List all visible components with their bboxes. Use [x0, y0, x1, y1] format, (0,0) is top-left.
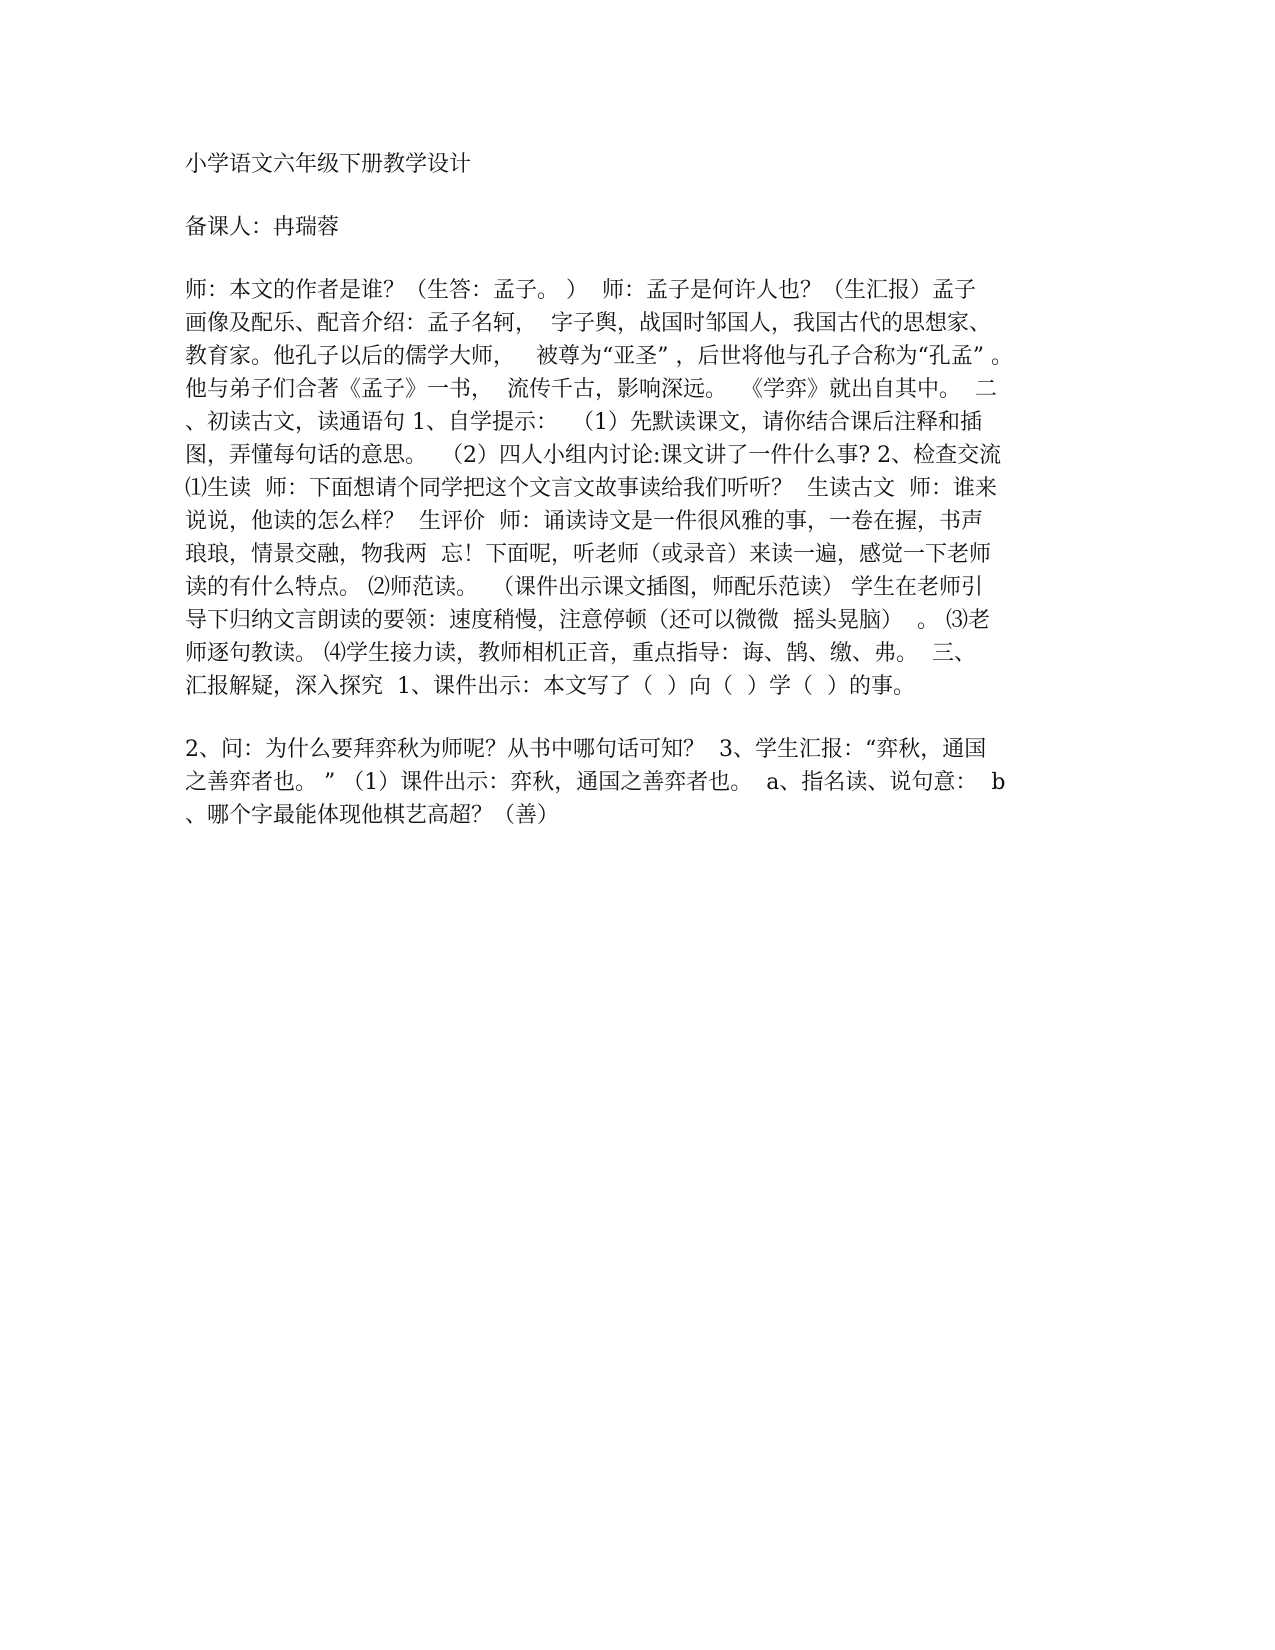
author-line: 备课人：冉瑞蓉: [185, 215, 340, 240]
text-line: 、初读古文，读通语句 1、自学提示： （1）先默读课文，请你结合课后注释和插: [185, 410, 982, 435]
text-line: 读的有什么特点。 ⑵师范读。 （课件出示课文插图，师配乐范读） 学生在老师引: [185, 575, 983, 600]
text-line: 图，弄懂每句话的意思。 （2）四人小组内讨论:课文讲了一件什么事? 2、检查交流: [185, 443, 1002, 468]
text-line: 他与弟子们合著《孟子》一书， 流传千古，影响深远。 《学弈》就出自其中。 二: [185, 377, 997, 402]
text-line: 画像及配乐、配音介绍：孟子名轲， 字子舆，战国时邹国人，我国古代的思想家、: [185, 311, 991, 336]
text-line: 师逐句教读。 ⑷学生接力读，教师相机正音，重点指导：诲、鹄、缴、弗。 三、: [185, 641, 976, 666]
paragraph-1: [185, 274, 1085, 703]
text-line: 汇报解疑，深入探究 1、课件出示：本文写了（ ）向（ ）学（ ）的事。: [185, 674, 915, 699]
text-line: 师：本文的作者是谁？（生答：孟子。 ） 师：孟子是何许人也？（生汇报）孟子: [185, 278, 976, 303]
document-body: [185, 148, 1085, 832]
text-line: 导下归纳文言朗读的要领：速度稍慢，注意停顿（还可以微微 摇头晃脑） 。 ⑶老: [185, 608, 990, 633]
document-title: 小学语文六年级下册教学设计: [185, 152, 472, 177]
paragraph-2: [185, 733, 1085, 832]
text-line: 教育家。他孔子以后的儒学大师， 被尊为“亚圣” ，后世将他与孔子合称为“孔孟” 。: [185, 344, 1013, 369]
text-line: 之善弈者也。 ” （1）课件出示：弈秋，通国之善弈者也。 a、指名读、说句意： b: [185, 770, 1006, 795]
text-line: 2、问：为什么要拜弈秋为师呢？从书中哪句话可知？ 3、学生汇报：“弈秋，通国: [185, 737, 987, 762]
text-line: ⑴生读 师：下面想请个同学把这个文言文故事读给我们听听？ 生读古文 师：谁来: [185, 476, 997, 501]
text-line: 、哪个字最能体现他棋艺高超？（善）: [185, 803, 560, 828]
text-line: 琅琅，情景交融，物我两 忘！下面呢，听老师（或录音）来读一遍，感觉一下老师: [185, 542, 991, 567]
text-line: 说说，他读的怎么样？ 生评价 师：诵读诗文是一件很风雅的事，一卷在握，书声: [185, 509, 983, 534]
